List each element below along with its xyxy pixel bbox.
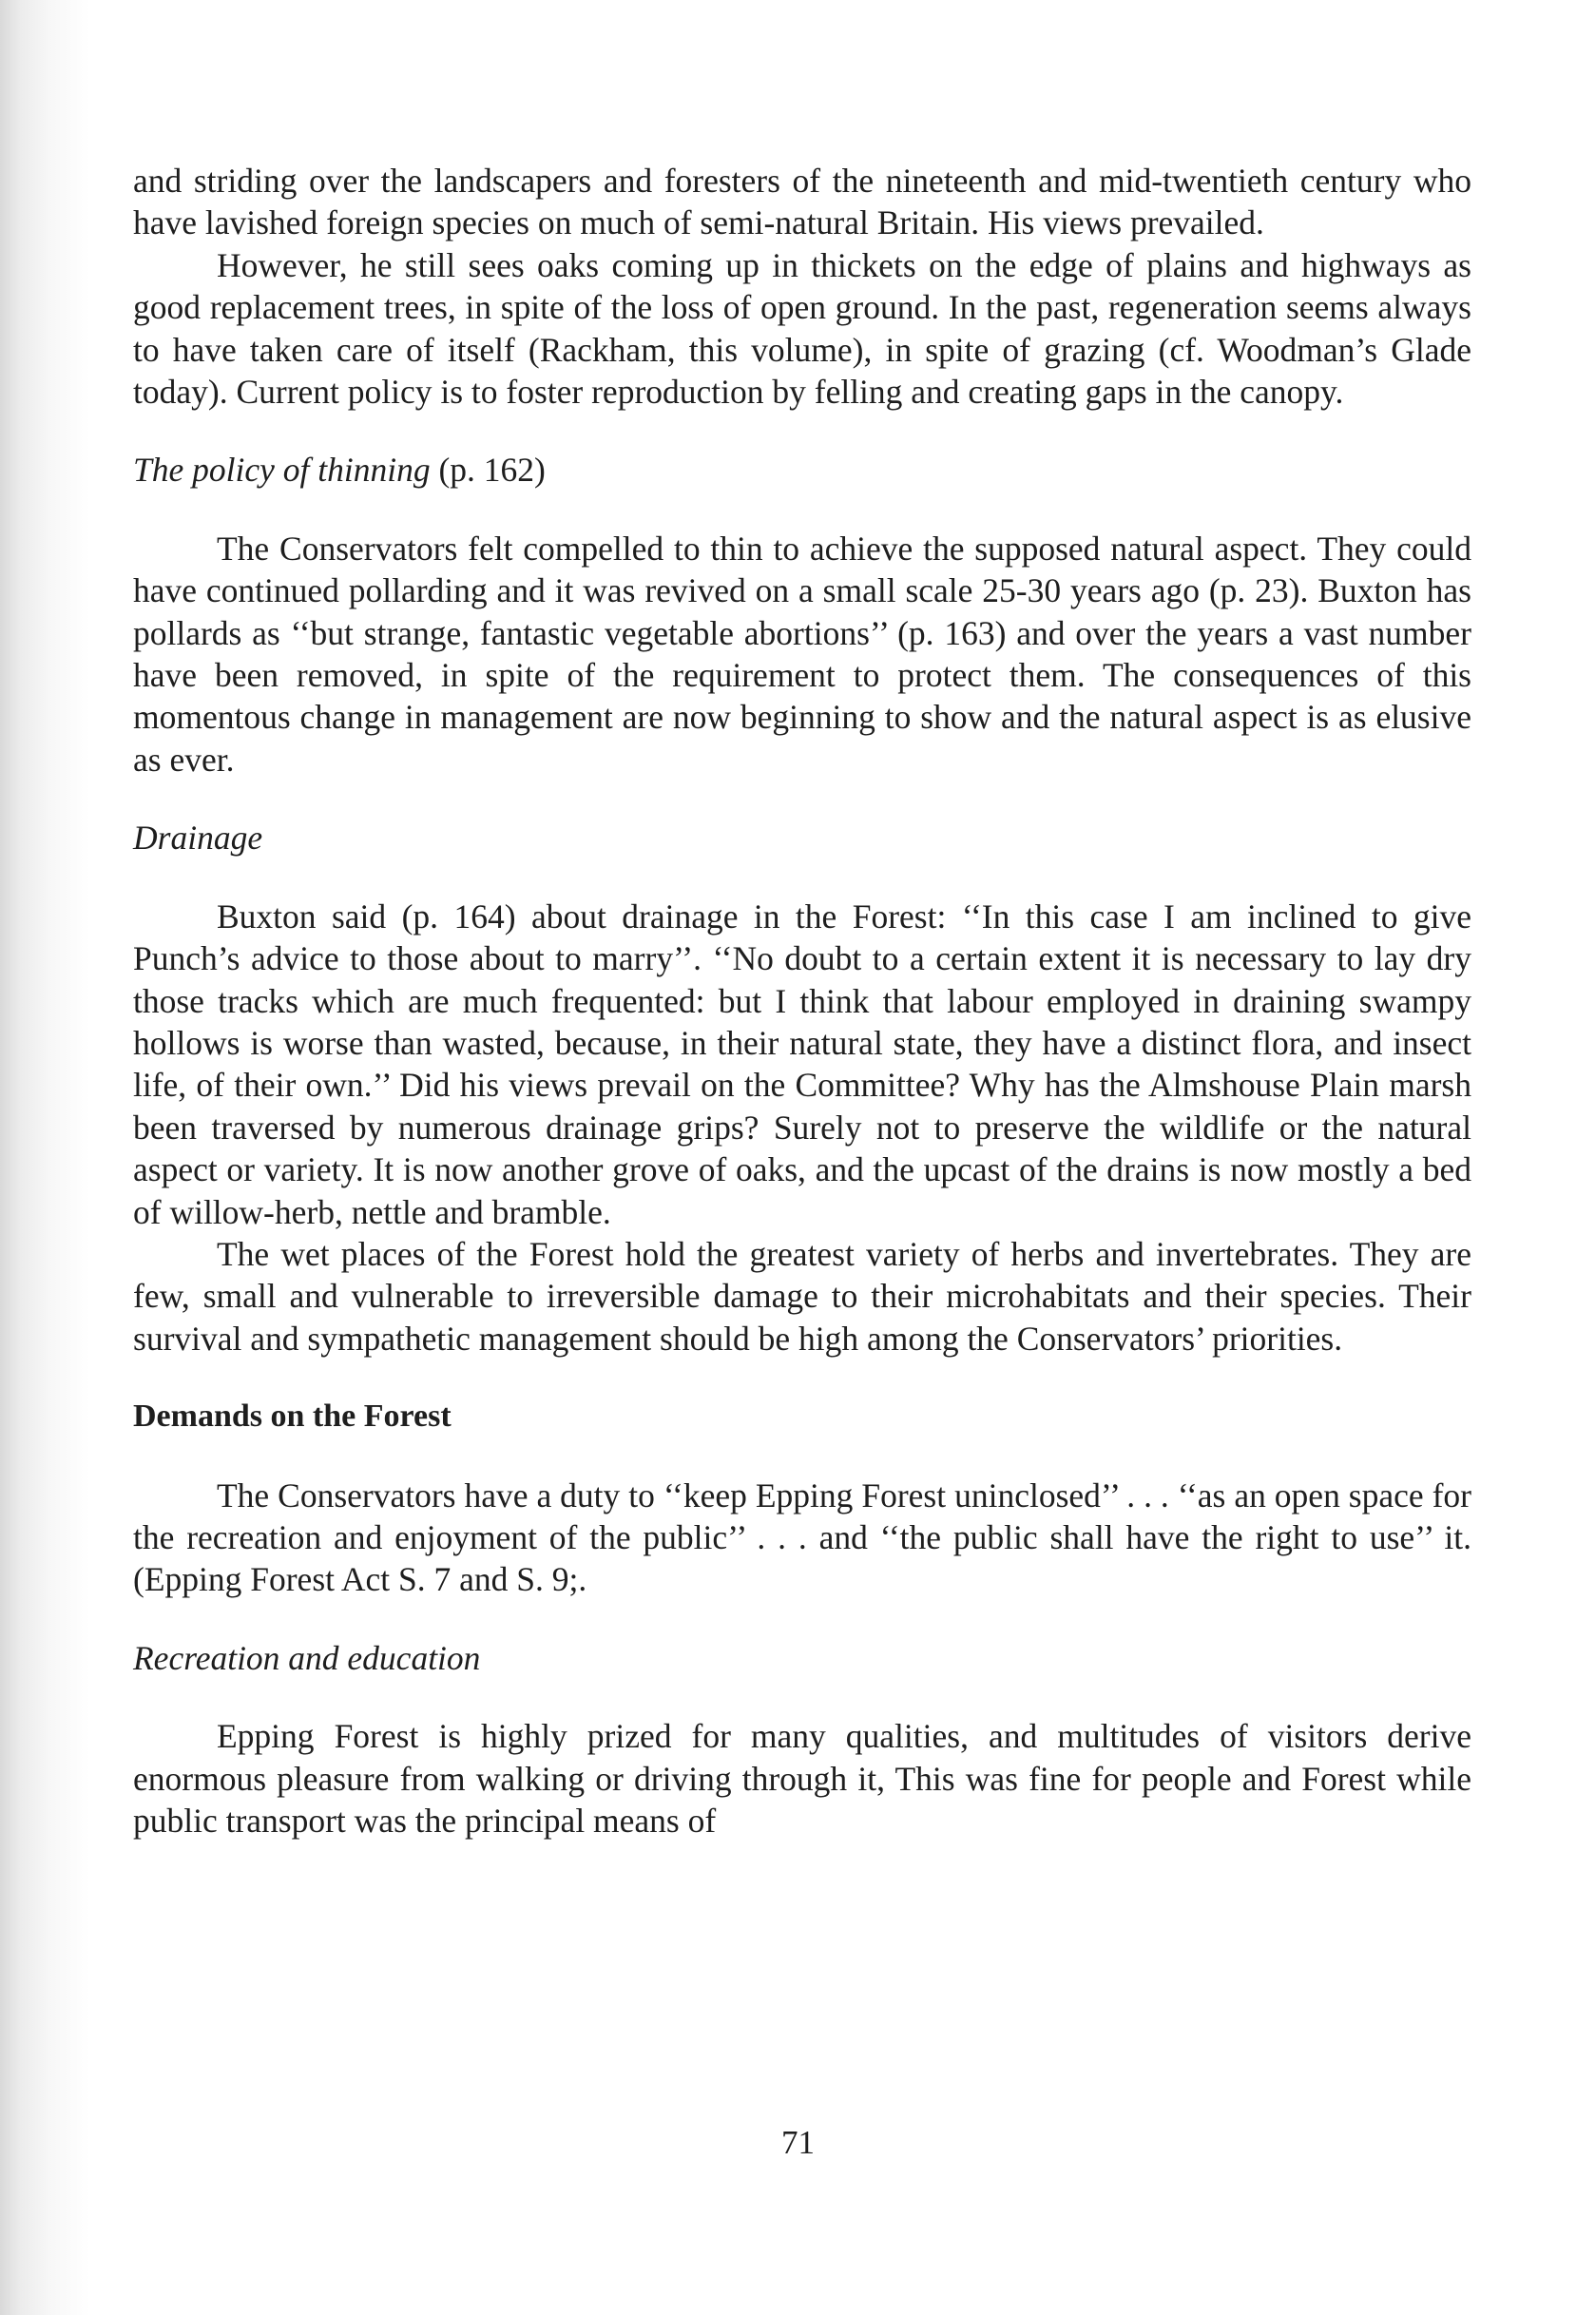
paragraph-continuation: and striding over the landscapers and foresters of the nineteenth and mid-twentieth century who have lavished foreign species on much of semi-natural Britain. His views prevailed. (133, 162, 1471, 242)
heading-demands-on-the-forest: Demands on the Forest (133, 1399, 452, 1435)
subheading-policy-of-thinning-title: The policy of thinning (133, 451, 431, 490)
body-text (133, 160, 1471, 1842)
paragraph-regeneration: However, he still sees oaks coming up in thickets on the edge of plains and highways as good replacement trees, in spite of the loss of open ground. In the past, regeneration seems always to have taken care of itself (Rackham, this volume), in spite of grazing (cf. Woodman’s Glade today). Current policy is to foster reproduction by felling and creating gaps in the canopy. (133, 245, 1471, 412)
subheading-recreation-and-education: Recreation and education (133, 1638, 481, 1677)
page-number: 71 (781, 2124, 815, 2161)
paragraph-wet-places: The wet places of the Forest hold the greatest variety of herbs and invertebrates. They are few, small and vulnerable to irreversible damage to their microhabitats and their species. Their survival and sympathetic management should be high among the Conservators’ priorities. (133, 1234, 1471, 1358)
paragraph-recreation: Epping Forest is highly prized for many qualities, and multitudes of visitors derive enormous pleasure from walking or driving through it, This was fine for people and Forest while public transport was the principal means of (133, 1717, 1471, 1840)
subheading-drainage: Drainage (133, 819, 263, 858)
paragraph-drainage: Buxton said (p. 164) about drainage in the Forest: ‘‘In this case I am inclined to give Punch’s advice to those about to marry’’. ‘‘No doubt to a certain extent it is necessary to lay dry those tracks which are much frequented: but I think that labour employed in draining swampy hollows is worse than wasted, because, in their natural state, they have a distinct flora, and insect life, of their own.’’ Did his views prevail on the Committee? Why has the Almshouse Plain marsh been traversed by numerous drainage grips? Surely not to preserve the wildlife or the natural aspect or variety. It is now another grove of oaks, and the upcast of the drains is now mostly a bed of willow-herb, nettle and bramble. (133, 897, 1471, 1231)
subheading-policy-of-thinning (133, 449, 1471, 491)
paragraph-thinning: The Conservators felt compelled to thin to achieve the supposed natural aspect. They could have continued pollarding and it was revived on a small scale 25-30 years ago (p. 23). Buxton has pollards as ‘‘but strange, fantastic vegetable abortions’’ (p. 163) and over the years a vast number have been removed, in spite of the requirement to protect them. The consequences of this momentous change in management are now beginning to show and the natural aspect is as elusive as ever. (133, 529, 1471, 779)
subheading-policy-of-thinning-ref: (p. 162) (430, 451, 546, 490)
paragraph-demands: The Conservators have a duty to ‘‘keep Epping Forest uninclosed’’ . . . ‘‘as an open space for the recreation and enjoyment of the public’’ . . . and ‘‘the public shall have the right to use’’ it. (Epping Forest Act S. 7 and S. 9;. (133, 1476, 1471, 1599)
